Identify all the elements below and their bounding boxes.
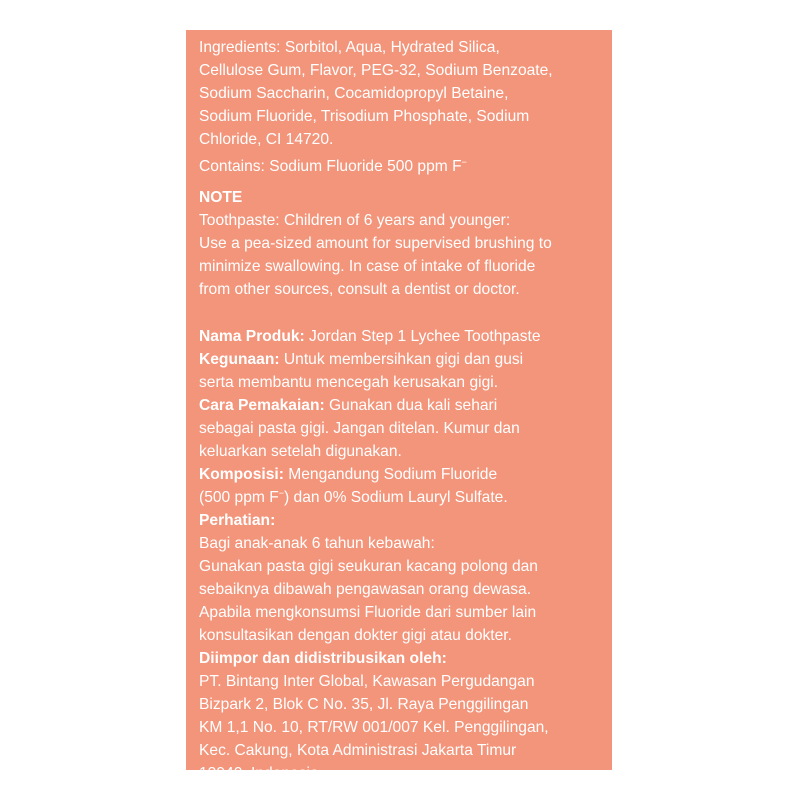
cara-pemakaian-value: Gunakan dua kali sehari (324, 397, 498, 414)
importer-line: Bizpark 2, Blok C No. 35, Jl. Raya Penggilingan (199, 696, 529, 713)
spacer (199, 178, 612, 186)
importer-line: KM 1,1 No. 10, RT/RW 001/007 Kel. Penggilingan, (199, 719, 549, 736)
kegunaan-line-2: serta membantu mencegah kerusakan gigi. (199, 374, 499, 391)
ingredients-line: Cellulose Gum, Flavor, PEG-32, Sodium Benzoate, (199, 62, 553, 79)
nama-produk-value: Jordan Step 1 Lychee Toothpaste (304, 328, 541, 345)
perhatian-line: konsultasikan dengan dokter gigi atau dokter. (199, 627, 512, 644)
contains-section (199, 155, 612, 178)
kegunaan-line (199, 348, 612, 371)
komposisi-value-a: (500 ppm F (199, 489, 279, 506)
indonesian-info-section (199, 325, 612, 785)
perhatian-label: Perhatian: (199, 512, 276, 529)
cara-pemakaian-label: Cara Pemakaian: (199, 397, 325, 414)
product-label-panel (186, 30, 612, 782)
fluoride-superscript: − (461, 157, 467, 167)
note-section (199, 186, 612, 301)
ingredients-line: Sodium Saccharin, Cocamidopropyl Betaine, (199, 85, 509, 102)
komposisi-label: Komposisi: (199, 466, 284, 483)
contains-line (199, 155, 612, 178)
importer-label: Diimpor dan didistribusikan oleh: (199, 650, 447, 667)
cara-pemakaian-line-3: keluarkan setelah digunakan. (199, 443, 402, 460)
komposisi-line-2 (199, 486, 612, 509)
importer-line: 13940, Indonesia (199, 765, 319, 782)
importer-line: Kec. Cakung, Kota Administrasi Jakarta Timur (199, 742, 517, 759)
note-line: from other sources, consult a dentist or doctor. (199, 281, 520, 298)
note-line: Use a pea-sized amount for supervised brushing to (199, 235, 552, 252)
nama-produk-line (199, 325, 612, 348)
cara-pemakaian-line (199, 394, 612, 417)
ingredients-line: Ingredients: Sorbitol, Aqua, Hydrated Silica, (199, 39, 500, 56)
importer-line: PT. Bintang Inter Global, Kawasan Pergudangan (199, 673, 535, 690)
perhatian-line: Bagi anak-anak 6 tahun kebawah: (199, 535, 435, 552)
contains-text: Contains: Sodium Fluoride 500 ppm F (199, 158, 462, 175)
komposisi-value: Mengandung Sodium Fluoride (283, 466, 498, 483)
ingredients-line: Sodium Fluoride, Trisodium Phosphate, Sodium (199, 108, 530, 125)
komposisi-value-b: ) dan 0% Sodium Lauryl Sulfate. (284, 489, 508, 506)
spacer (199, 301, 612, 325)
kegunaan-value: Untuk membersihkan gigi dan gusi (279, 351, 524, 368)
ingredients-line: Chloride, CI 14720. (199, 131, 334, 148)
note-line: Toothpaste: Children of 6 years and younger: (199, 212, 511, 229)
cara-pemakaian-line-2: sebagai pasta gigi. Jangan ditelan. Kumur dan (199, 420, 520, 437)
note-line: minimize swallowing. In case of intake of fluoride (199, 258, 536, 275)
perhatian-line: Apabila mengkonsumsi Fluoride dari sumber lain (199, 604, 537, 621)
fluoride-superscript: − (278, 488, 285, 498)
perhatian-line: sebaiknya dibawah pengawasan orang dewasa. (199, 581, 532, 598)
note-heading: NOTE (199, 189, 243, 206)
komposisi-line (199, 463, 612, 486)
nama-produk-label: Nama Produk: (199, 328, 305, 345)
ingredients-section (199, 36, 612, 151)
perhatian-line: Gunakan pasta gigi seukuran kacang polong dan (199, 558, 538, 575)
kegunaan-label: Kegunaan: (199, 351, 280, 368)
